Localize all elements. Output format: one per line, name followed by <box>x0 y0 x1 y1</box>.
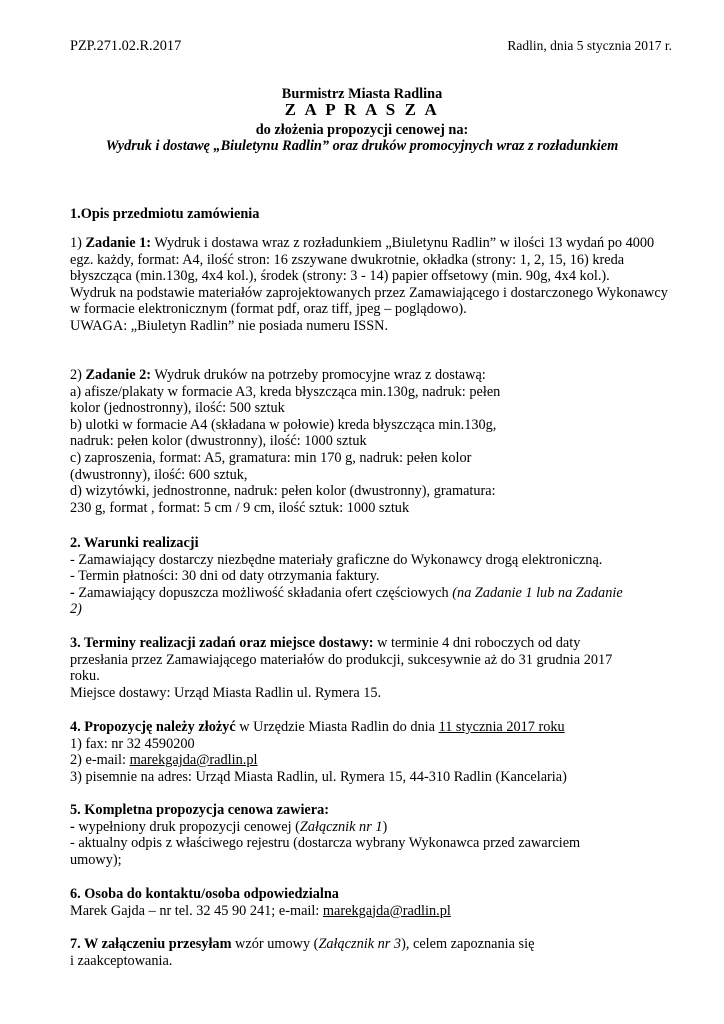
task1-line: Wydruk na podstawie materiałów zaprojektowanych przez Zamawiającego i dostarczonego Wykonawcy <box>70 284 668 301</box>
section6-heading: 6. Osoba do kontaktu/osoba odpowiedzialna <box>70 886 339 902</box>
section2-line: 2) <box>70 601 82 618</box>
task1-line: błyszcząca (min.130g, 4x4 kol.), środek (strony: 3 - 14) papier offsetowy (min. 90g, 4x4 kol.). <box>70 268 610 285</box>
task1-block <box>70 235 670 335</box>
task2-line: (dwustronny), ilość: 600 sztuk, <box>70 466 248 483</box>
task1-line: w formacie elektronicznym (format pdf, oraz tiff, jpeg – poglądowo). <box>70 301 467 318</box>
section2-heading: 2. Warunki realizacji <box>70 535 199 551</box>
section4-line: 3) pisemnie na adres: Urząd Miasta Radlin, ul. Rymera 15, 44-310 Radlin (Kancelaria) <box>70 768 567 785</box>
section3-block <box>70 635 670 701</box>
section7-block <box>70 936 670 969</box>
email-link[interactable]: marekgajda@radlin.pl <box>129 752 258 769</box>
section3-line: roku. <box>70 668 100 685</box>
place-and-date: Radlin, dnia 5 stycznia 2017 r. <box>507 38 672 53</box>
section2-block <box>70 535 670 618</box>
section2-line: - Termin płatności: 30 dni od daty otrzymania faktury. <box>70 568 380 585</box>
section4-block <box>70 719 670 785</box>
section4-line: 4. Propozycję należy złożyć w Urzędzie Miasta Radlin do dnia 11 stycznia 2017 roku <box>70 719 565 735</box>
task2-line: kolor (jednostronny), ilość: 500 sztuk <box>70 400 285 417</box>
task1-line: UWAGA: „Biuletyn Radlin” nie posiada numeru ISSN. <box>70 317 389 334</box>
task2-line: b) ulotki w formacie A4 (składana w połowie) kreda błyszcząca min.130g, <box>70 416 497 433</box>
email-link[interactable]: marekgajda@radlin.pl <box>322 902 451 919</box>
task2-line: 230 g, format , format: 5 cm / 9 cm, ilość sztuk: 1000 sztuk <box>70 499 410 516</box>
section5-block <box>70 802 670 868</box>
section5-heading: 5. Kompletna propozycja cenowa zawiera: <box>70 802 330 818</box>
section5-line: - wypełniony druk propozycji cenowej (Załącznik nr 1) <box>70 818 388 835</box>
section5-line: - aktualny odpis z właściwego rejestru (dostarcza wybrany Wykonawca przed zawarciem <box>70 835 581 852</box>
section4-line: 2) e-mail: marekgajda@radlin.pl <box>70 752 258 769</box>
section1-heading: 1.Opis przedmiotu zamówienia <box>70 206 260 222</box>
title-invites: Z A P R A S Z A <box>284 100 440 119</box>
task2-block <box>70 367 670 516</box>
task1-line: egz. każdy, format: A4, ilość stron: 16 zszywane dwukrotnie, okładka (strony: 1, 2, 15, 16) kreda <box>70 251 625 268</box>
title-subtitle: do złożenia propozycji cenowej na: <box>255 122 469 138</box>
deadline-date: 11 stycznia 2017 roku <box>438 719 565 735</box>
task2-line: 2) Zadanie 2: Wydruk druków na potrzeby promocyjne wraz z dostawą: <box>70 367 486 383</box>
section7-line: i zaakceptowania. <box>70 952 173 969</box>
task1-line: 1) Zadanie 1: Wydruk i dostawa wraz z rozładunkiem „Biuletynu Radlin” w ilości 13 wydań po 4000 <box>70 235 655 251</box>
task2-line: c) zaproszenia, format: A5, gramatura: min 170 g, nadruk: pełen kolor <box>70 449 472 466</box>
section2-line: - Zamawiający dopuszcza możliwość składania ofert częściowych (na Zadanie 1 lub na Zadanie <box>70 584 623 601</box>
section6-line: Marek Gajda – nr tel. 32 45 90 241; e-mail: marekgajda@radlin.pl <box>70 902 451 919</box>
section3-line: 3. Terminy realizacji zadań oraz miejsce dostawy: w terminie 4 dni roboczych od daty <box>70 635 581 651</box>
section6-block <box>70 886 670 919</box>
task2-line: a) afisze/plakaty w formacie A3, kreda błyszcząca min.130g, nadruk: pełen <box>70 383 501 400</box>
document-reference: PZP.271.02.R.2017 <box>70 38 182 54</box>
section3-line: przesłania przez Zamawiającego materiałów do produkcji, sukcesywnie aż do 31 grudnia 2017 <box>70 651 613 668</box>
section2-line: - Zamawiający dostarczy niezbędne materiały graficzne do Wykonawcy drogą elektroniczną. <box>70 551 603 568</box>
section5-line: umowy); <box>70 851 122 868</box>
title-issuer: Burmistrz Miasta Radlina <box>281 86 443 102</box>
section3-line: Miejsce dostawy: Urząd Miasta Radlin ul. Rymera 15. <box>70 684 382 701</box>
title-subject: Wydruk i dostawę „Biuletynu Radlin” oraz druków promocyjnych wraz z rozładunkiem <box>105 138 619 154</box>
section7-line: 7. W załączeniu przesyłam wzór umowy (Załącznik nr 3), celem zapoznania się <box>70 936 535 952</box>
task2-line: nadruk: pełen kolor (dwustronny), ilość: 1000 sztuk <box>70 433 367 450</box>
task2-line: d) wizytówki, jednostronne, nadruk: pełen kolor (dwustronny), gramatura: <box>70 483 496 500</box>
section4-line: 1) fax: nr 32 4590200 <box>70 735 195 752</box>
